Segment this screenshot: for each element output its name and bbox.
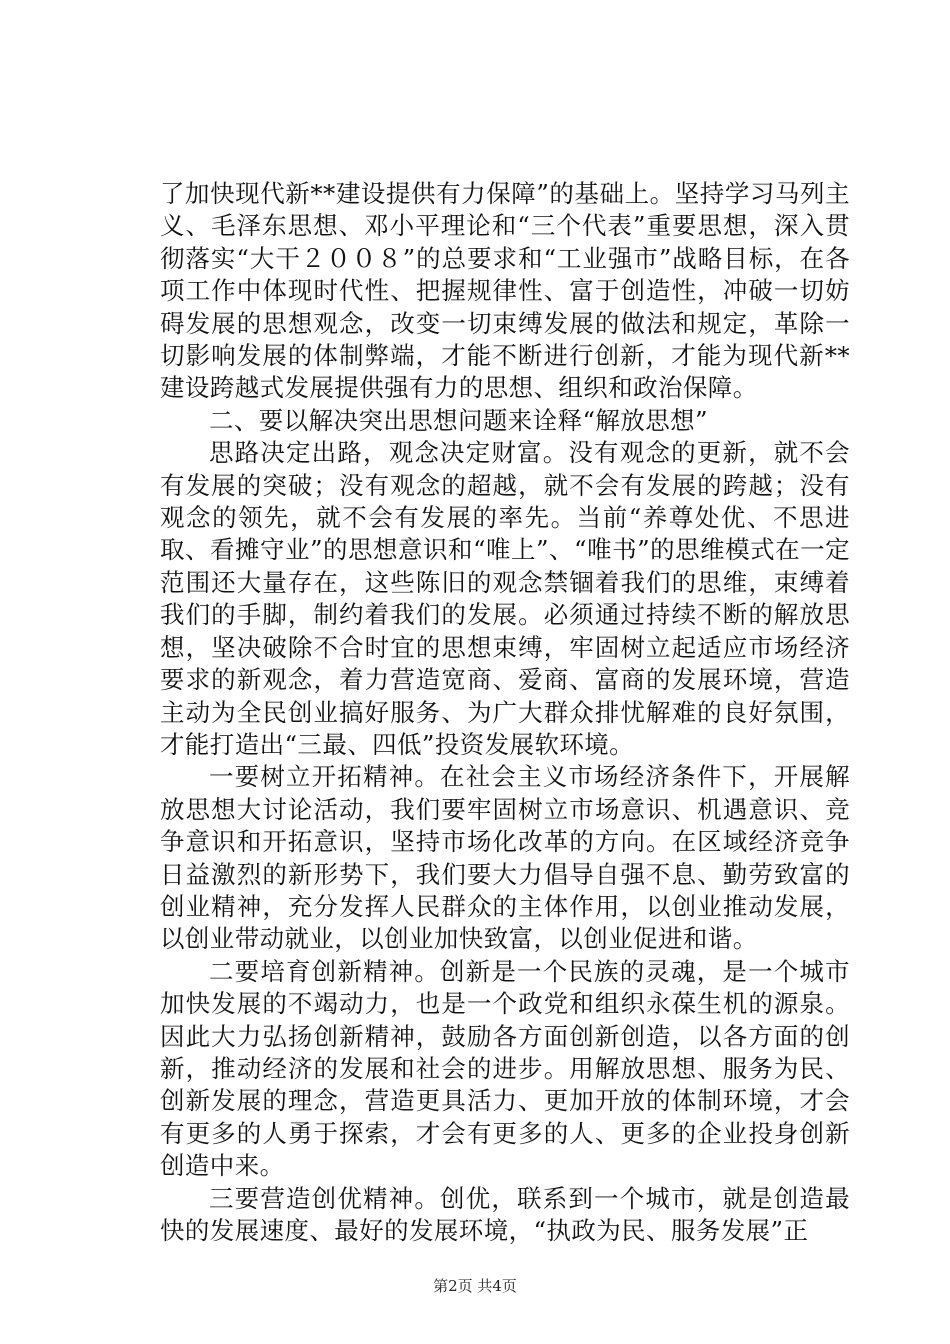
- paragraph-continuation: 了加快现代新**建设提供有力保障”的基础上。坚持学习马列主义、毛泽东思想、邓小平理论和“三个代表”重要思想，深入贯彻落实“大干２００８”的总要求和“工业强市”战略目标，在各项工作中体现时代性、把握规律性、富于创造性，冲破一切妨碍发展的思想观念，改变一切束缚发展的做法和规定，革除一切影响发展的体制弊端，才能不断进行创新，才能为现代新**建设跨越式发展提供强有力的思想、组织和政治保障。: [160, 179, 850, 403]
- paragraph: 二要培育创新精神。创新是一个民族的灵魂，是一个城市加快发展的不竭动力，也是一个政党和组织永葆生机的源泉。因此大力弘扬创新精神，鼓励各方面创新创造，以各方面的创新，推动经济的发展和社会的进步。用解放思想、服务为民、创新发展的理念，营造更具活力、更加开放的体制环境，才会有更多的人勇于探索，才会有更多的人、更多的企业投身创新创造中来。: [160, 956, 850, 1181]
- section-heading: 二、要以解决突出思想问题来诠释“解放思想”: [209, 405, 708, 435]
- page-number-footer: 第2页 共4页: [433, 1277, 517, 1295]
- paragraph: 思路决定出路，观念决定财富。没有观念的更新，就不会有发展的突破；没有观念的超越，就不会有发展的跨越；没有观念的领先，就不会有发展的率先。当前“养尊处优、不思进取、看摊守业”的思想意识和“唯上”、“唯书”的思维模式在一定范围还大量存在，这些陈旧的观念禁锢着我们的思维，束缚着我们的手脚，制约着我们的发展。必须通过持续不断的解放思想，坚决破除不合时宜的思想束缚，牢固树立起适应市场经济要求的新观念，着力营造宽商、爱商、富商的发展环境，营造主动为全民创业搞好服务、为广大群众排忧解难的良好氛围，才能打造出“三最、四低”投资发展软环境。: [160, 438, 850, 759]
- document-body: [160, 178, 850, 1247]
- paragraph: 三要营造创优精神。创优，联系到一个城市，就是创造最快的发展速度、最好的发展环境，“执政为民、服务发展”正: [160, 1183, 850, 1245]
- paragraph: 一要树立开拓精神。在社会主义市场经济条件下，开展解放思想大讨论活动，我们要牢固树立市场意识、机遇意识、竞争意识和开拓意识，坚持市场化改革的方向。在区域经济竞争日益激烈的新形势下，我们要大力倡导自强不息、勤劳致富的创业精神，充分发挥人民群众的主体作用，以创业推动发展，以创业带动就业，以创业加快致富，以创业促进和谐。: [160, 762, 850, 954]
